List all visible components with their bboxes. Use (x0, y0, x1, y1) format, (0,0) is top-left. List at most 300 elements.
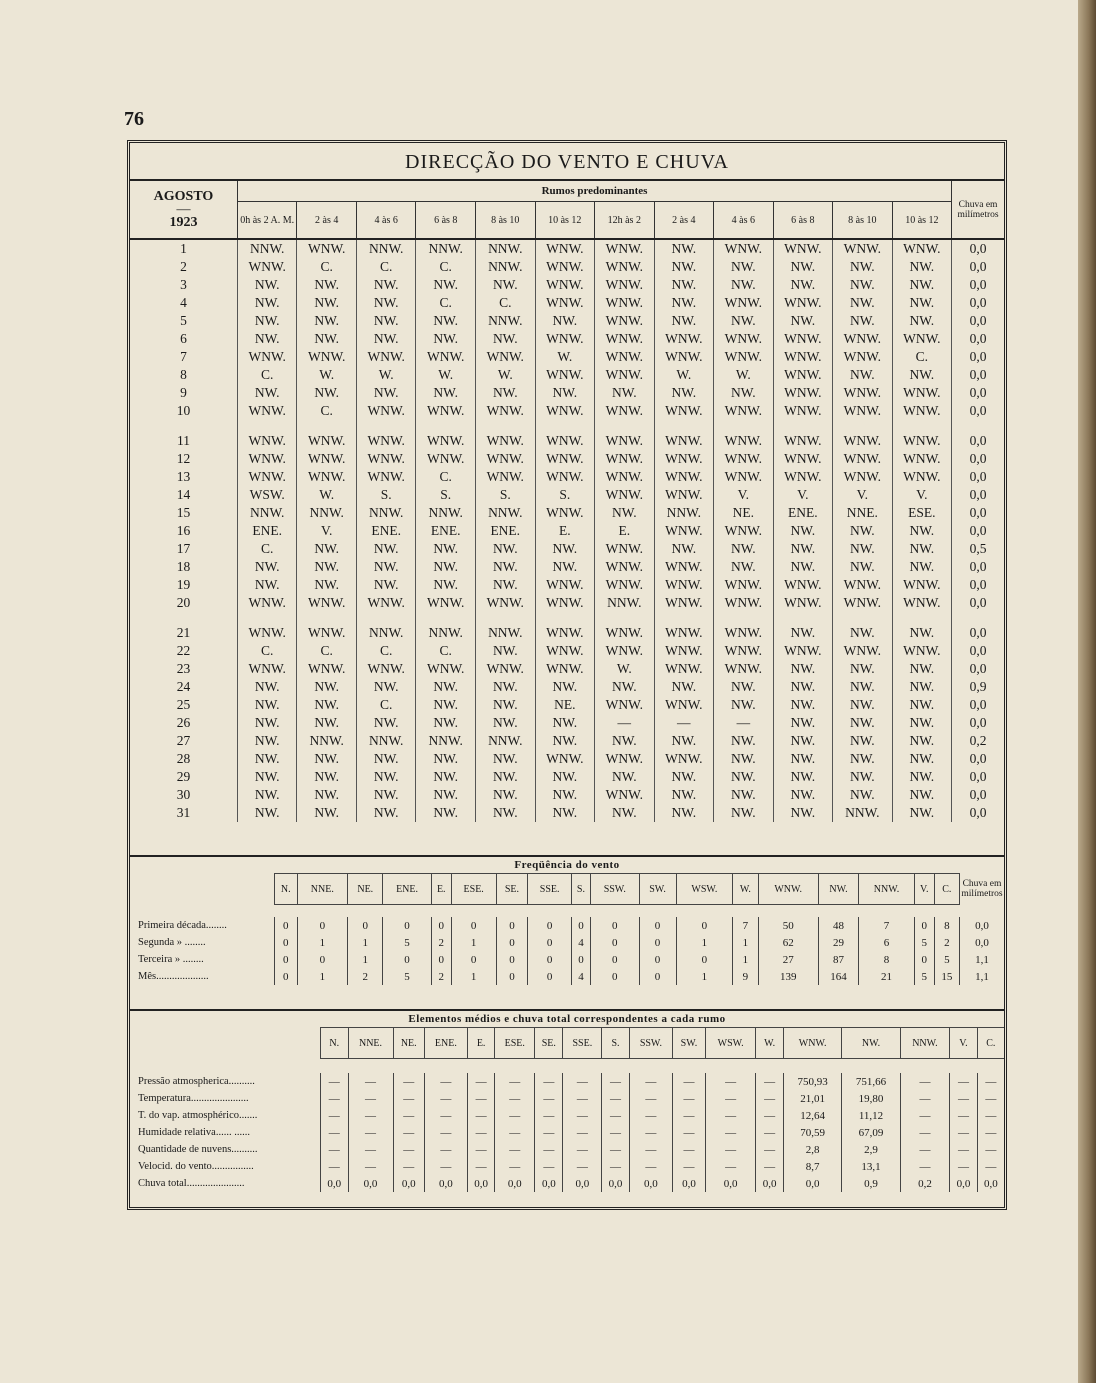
element-cell: — (602, 1124, 630, 1141)
freq-cell: 1 (733, 951, 758, 968)
element-cell: — (424, 1158, 467, 1175)
freq-title: Freqüência do vento (514, 859, 620, 871)
wind-cell: WNW. (297, 348, 357, 366)
wind-cell: ESE. (892, 504, 952, 522)
freq-cell: 0 (275, 917, 298, 934)
day-number: 15 (176, 505, 191, 520)
wind-cell: NW. (297, 540, 357, 558)
rain-cell: 0,0 (952, 432, 1004, 450)
table-row (130, 1073, 1004, 1090)
wind-cell: WNW. (714, 576, 774, 594)
wind-cell: NW. (416, 714, 476, 732)
element-cell: — (424, 1141, 467, 1158)
element-cell: — (756, 1158, 784, 1175)
wind-cell: NW. (714, 786, 774, 804)
wind-cell: WNW. (714, 432, 774, 450)
wind-cell: NW. (237, 696, 297, 714)
wind-cell: WNW. (595, 330, 655, 348)
wind-cell: NW. (237, 768, 297, 786)
table-row (130, 768, 1004, 786)
element-cell: 0,0 (950, 1175, 978, 1192)
wind-cell: WNW. (654, 450, 714, 468)
day-number: 25 (176, 697, 191, 712)
day-number: 27 (176, 733, 191, 748)
direction-header: S. (571, 874, 590, 905)
wind-cell: NW. (714, 696, 774, 714)
wind-cell: WNW. (595, 750, 655, 768)
element-cell: — (563, 1141, 602, 1158)
element-cell: — (900, 1124, 949, 1141)
element-cell: 19,80 (842, 1090, 900, 1107)
wind-cell: WNW. (773, 348, 833, 366)
element-cell: — (950, 1090, 978, 1107)
wind-cell: NW. (297, 276, 357, 294)
element-cell: — (900, 1090, 949, 1107)
wind-cell: NW. (416, 558, 476, 576)
wind-cell: C. (297, 642, 357, 660)
element-cell: — (393, 1141, 424, 1158)
wind-cell: NNW. (297, 504, 357, 522)
freq-cell: 29 (818, 934, 858, 951)
table-row (130, 786, 1004, 804)
wind-cell: NW. (595, 768, 655, 786)
wind-cell: NW. (833, 558, 893, 576)
rain-cell: 0,0 (952, 366, 1004, 384)
wind-cell: NW. (654, 312, 714, 330)
elements-table (130, 1009, 1004, 1192)
table-row (130, 934, 1004, 951)
day-number: 2 (180, 259, 187, 274)
wind-cell: NW. (237, 312, 297, 330)
rain-cell: 0,0 (952, 696, 1004, 714)
freq-cell: 0 (528, 917, 572, 934)
element-cell: — (563, 1107, 602, 1124)
table-row (130, 348, 1004, 366)
wind-cell: NW. (476, 768, 536, 786)
freq-cell: 0 (590, 934, 639, 951)
main-group-label: Rumos predominantes (237, 181, 951, 202)
freq-cell: 1 (297, 934, 348, 951)
wind-cell: ENE. (476, 522, 536, 540)
wind-cell: WNW. (654, 558, 714, 576)
element-cell: — (495, 1107, 535, 1124)
freq-cell: 7 (733, 917, 758, 934)
wind-cell: W. (595, 660, 655, 678)
wind-cell: NW. (773, 804, 833, 822)
wind-cell: WNW. (476, 348, 536, 366)
wind-cell: NW. (416, 276, 476, 294)
day-number: 4 (180, 295, 187, 310)
rain-cell: 0,0 (952, 804, 1004, 822)
element-cell: — (321, 1073, 349, 1090)
wind-cell: NW. (714, 768, 774, 786)
rain-cell: 0,0 (952, 312, 1004, 330)
wind-cell: WNW. (833, 432, 893, 450)
table-row (130, 1158, 1004, 1175)
wind-cell: NW. (654, 768, 714, 786)
table-row (130, 468, 1004, 486)
wind-cell: NW. (356, 768, 416, 786)
wind-cell: ENE. (237, 522, 297, 540)
wind-cell: NW. (833, 258, 893, 276)
wind-cell: — (595, 714, 655, 732)
wind-cell: WNW. (476, 468, 536, 486)
wind-cell: WNW. (714, 239, 774, 258)
wind-cell: WNW. (297, 468, 357, 486)
wind-cell: WNW. (714, 468, 774, 486)
wind-cell: NW. (237, 384, 297, 402)
rain-cell: 0,0 (952, 276, 1004, 294)
time-col-header: 0h às 2 A. M. (237, 202, 297, 240)
wind-cell: NW. (892, 258, 952, 276)
direction-header: N. (321, 1028, 349, 1059)
month-header (130, 181, 237, 239)
direction-header: NNE. (297, 874, 348, 905)
element-cell: — (673, 1090, 706, 1107)
wind-cell: WNW. (595, 294, 655, 312)
wind-cell: WNW. (714, 660, 774, 678)
wind-cell: NNW. (833, 804, 893, 822)
freq-cell: 0 (914, 951, 934, 968)
direction-header: NNW. (859, 874, 915, 905)
wind-cell: NW. (892, 786, 952, 804)
table-row (130, 576, 1004, 594)
freq-cell: 87 (818, 951, 858, 968)
wind-cell: NNW. (416, 732, 476, 750)
wind-cell: S. (476, 486, 536, 504)
element-cell: — (602, 1090, 630, 1107)
element-cell: — (535, 1158, 563, 1175)
wind-cell: WNW. (595, 366, 655, 384)
rain-cell: 0,5 (952, 540, 1004, 558)
direction-header: NW. (818, 874, 858, 905)
freq-cell: 0 (496, 951, 528, 968)
wind-cell: WNW. (714, 402, 774, 420)
table-row (130, 1090, 1004, 1107)
element-cell: — (495, 1158, 535, 1175)
day-number: 12 (176, 451, 191, 466)
freq-cell: 2 (934, 934, 959, 951)
rain-cell: 0,0 (952, 642, 1004, 660)
wind-cell: NW. (773, 660, 833, 678)
freq-cell: 0 (639, 934, 676, 951)
wind-cell: NW. (892, 660, 952, 678)
direction-header: ESE. (495, 1028, 535, 1059)
rain-cell: 0,0 (952, 384, 1004, 402)
rain-cell: 0,9 (952, 678, 1004, 696)
element-cell: — (705, 1107, 756, 1124)
rain-cell: 0,0 (952, 714, 1004, 732)
wind-cell: WNW. (595, 432, 655, 450)
element-cell: — (424, 1124, 467, 1141)
wind-cell: WNW. (595, 576, 655, 594)
table-row (130, 486, 1004, 504)
rain-cell: 0,0 (952, 486, 1004, 504)
wind-cell: NW. (833, 660, 893, 678)
table-row (130, 276, 1004, 294)
wind-cell: NW. (714, 558, 774, 576)
element-cell: — (977, 1107, 1004, 1124)
wind-cell: WNW. (535, 504, 595, 522)
element-cell: 0,0 (535, 1175, 563, 1192)
wind-cell: WNW. (237, 432, 297, 450)
freq-cell: 0 (451, 917, 496, 934)
wind-cell: NW. (416, 384, 476, 402)
freq-cell: 2 (431, 934, 451, 951)
wind-cell: NW. (476, 384, 536, 402)
element-cell: — (393, 1124, 424, 1141)
table-row (130, 968, 1004, 985)
freq-cell: 0 (676, 917, 733, 934)
freq-cell: 0 (528, 951, 572, 968)
wind-cell: NW. (833, 294, 893, 312)
wind-cell: WNW. (356, 468, 416, 486)
element-cell: — (393, 1090, 424, 1107)
element-cell: — (321, 1107, 349, 1124)
wind-cell: NNW. (654, 504, 714, 522)
day-number: 13 (176, 469, 191, 484)
wind-cell: W. (356, 366, 416, 384)
freq-cell: 5 (914, 968, 934, 985)
element-cell: — (629, 1124, 672, 1141)
day-number: 20 (176, 595, 191, 610)
wind-cell: WNW. (714, 624, 774, 642)
wind-cell: NNW. (476, 504, 536, 522)
table-row (130, 540, 1004, 558)
wind-cell: WNW. (535, 366, 595, 384)
element-cell: — (629, 1107, 672, 1124)
wind-cell: WNW. (476, 402, 536, 420)
wind-cell: S. (535, 486, 595, 504)
wind-cell: W. (535, 348, 595, 366)
wind-cell: NW. (476, 576, 536, 594)
wind-cell: — (714, 714, 774, 732)
wind-cell: WNW. (237, 468, 297, 486)
freq-cell: 5 (383, 934, 431, 951)
wind-cell: NW. (297, 294, 357, 312)
wind-cell: NW. (416, 768, 476, 786)
wind-cell: NNW. (297, 732, 357, 750)
day-number: 23 (176, 661, 191, 676)
wind-cell: C. (237, 642, 297, 660)
direction-header: S. (602, 1028, 630, 1059)
day-number: 31 (176, 805, 191, 820)
element-cell: — (950, 1107, 978, 1124)
element-cell: — (900, 1073, 949, 1090)
wind-cell: NW. (773, 768, 833, 786)
time-col-header: 8 às 10 (476, 202, 536, 240)
wind-cell: NW. (714, 384, 774, 402)
day-number: 29 (176, 769, 191, 784)
wind-cell: NW. (892, 750, 952, 768)
wind-cell: WNW. (773, 366, 833, 384)
direction-header: E. (467, 1028, 495, 1059)
decade-gap (130, 612, 1004, 624)
element-cell: — (602, 1141, 630, 1158)
table-row (130, 522, 1004, 540)
wind-cell: V. (892, 486, 952, 504)
wind-cell: NW. (595, 384, 655, 402)
element-cell: — (563, 1073, 602, 1090)
wind-cell: WNW. (833, 576, 893, 594)
rain-cell: 0,0 (952, 558, 1004, 576)
freq-cell: 2 (431, 968, 451, 985)
element-cell: 0,9 (842, 1175, 900, 1192)
element-cell: — (602, 1158, 630, 1175)
day-number: 11 (176, 433, 190, 448)
element-cell: — (629, 1158, 672, 1175)
element-cell: — (348, 1090, 393, 1107)
wind-cell: NW. (892, 696, 952, 714)
day-number: 8 (180, 367, 187, 382)
day-number: 19 (176, 577, 191, 592)
freq-cell: 1 (297, 968, 348, 985)
table-row (130, 660, 1004, 678)
wind-cell: NW. (773, 714, 833, 732)
wind-cell: WNW. (714, 348, 774, 366)
wind-cell: NW. (892, 624, 952, 642)
direction-header: WNW. (758, 874, 818, 905)
freq-cell: 0 (914, 917, 934, 934)
element-cell: 2,8 (783, 1141, 841, 1158)
wind-cell: WNW. (237, 660, 297, 678)
wind-cell: E. (595, 522, 655, 540)
wind-cell: WNW. (535, 239, 595, 258)
direction-header: SSE. (528, 874, 572, 905)
wind-cell: C. (476, 294, 536, 312)
wind-cell: NW. (714, 312, 774, 330)
wind-cell: NW. (535, 768, 595, 786)
wind-cell: NNW. (237, 239, 297, 258)
element-cell: — (348, 1158, 393, 1175)
freq-cell: 0 (639, 968, 676, 985)
wind-cell: WNW. (773, 576, 833, 594)
direction-header: NE. (393, 1028, 424, 1059)
wind-cell: WNW. (654, 330, 714, 348)
element-cell: — (535, 1107, 563, 1124)
wind-cell: WNW. (595, 468, 655, 486)
rain-cell: 0,0 (952, 786, 1004, 804)
rain-cell: 0,0 (952, 258, 1004, 276)
freq-cell: 1 (733, 934, 758, 951)
element-cell: — (673, 1158, 706, 1175)
wind-cell: WNW. (535, 432, 595, 450)
wind-cell: NW. (297, 576, 357, 594)
wind-cell: NW. (833, 624, 893, 642)
element-cell: 0,0 (321, 1175, 349, 1192)
freq-cell: 0 (571, 951, 590, 968)
freq-cell: 0 (528, 968, 572, 985)
day-number: 6 (180, 331, 187, 346)
element-cell: — (756, 1090, 784, 1107)
wind-cell: WNW. (416, 660, 476, 678)
wind-cell: NW. (773, 276, 833, 294)
wind-cell: NW. (773, 786, 833, 804)
wind-cell: V. (773, 486, 833, 504)
wind-cell: NW. (297, 558, 357, 576)
table-row (130, 1175, 1004, 1192)
wind-cell: NW. (833, 312, 893, 330)
wind-cell: NW. (892, 732, 952, 750)
freq-cell: 0 (639, 917, 676, 934)
wind-cell: NW. (892, 540, 952, 558)
wind-frequency-table (130, 855, 1004, 985)
rain-cell: 0,2 (952, 732, 1004, 750)
row-label: Terceira » ........ (138, 954, 204, 965)
wind-cell: NNW. (476, 312, 536, 330)
table-row (130, 804, 1004, 822)
freq-cell: 1 (348, 934, 383, 951)
freq-cell: 0 (431, 917, 451, 934)
rain-cell: 0,0 (952, 660, 1004, 678)
wind-cell: C. (356, 696, 416, 714)
wind-cell: NW. (595, 732, 655, 750)
day-number: 7 (180, 349, 187, 364)
element-cell: — (467, 1107, 495, 1124)
table-row (130, 239, 1004, 258)
time-col-header: 6 às 8 (773, 202, 833, 240)
element-cell: 2,9 (842, 1141, 900, 1158)
table-row (130, 678, 1004, 696)
wind-cell: NW. (535, 540, 595, 558)
month-label: AGOSTO (153, 188, 214, 204)
wind-cell: NNW. (595, 594, 655, 612)
wind-cell: NW. (297, 312, 357, 330)
wind-cell: WNW. (297, 624, 357, 642)
wind-cell: WNW. (535, 258, 595, 276)
wind-cell: WNW. (892, 642, 952, 660)
wind-cell: NNW. (416, 239, 476, 258)
freq-cell: 0 (590, 968, 639, 985)
time-col-header: 10 às 12 (535, 202, 595, 240)
wind-cell: WNW. (237, 402, 297, 420)
wind-cell: NW. (535, 678, 595, 696)
wind-cell: W. (654, 366, 714, 384)
wind-cell: WNW. (595, 348, 655, 366)
wind-cell: NW. (237, 786, 297, 804)
wind-cell: NW. (773, 750, 833, 768)
wind-cell: NW. (356, 804, 416, 822)
direction-header: SW. (673, 1028, 706, 1059)
element-cell: — (495, 1141, 535, 1158)
time-col-header: 6 às 8 (416, 202, 476, 240)
freq-cell: 0 (639, 951, 676, 968)
direction-header: V. (914, 874, 934, 905)
freq-cell: 15 (934, 968, 959, 985)
wind-cell: WNW. (535, 276, 595, 294)
direction-header: NE. (348, 874, 383, 905)
wind-cell: NW. (773, 312, 833, 330)
wind-cell: WNW. (535, 330, 595, 348)
wind-cell: NW. (416, 696, 476, 714)
wind-cell: NW. (892, 678, 952, 696)
direction-header: SSW. (590, 874, 639, 905)
element-cell: — (321, 1090, 349, 1107)
direction-header: ENE. (383, 874, 431, 905)
time-col-header: 2 às 4 (654, 202, 714, 240)
element-cell: 0,0 (495, 1175, 535, 1192)
rain-cell: 0,0 (952, 504, 1004, 522)
element-cell: — (756, 1073, 784, 1090)
wind-cell: NW. (892, 312, 952, 330)
wind-cell: WNW. (535, 750, 595, 768)
rain-cell: 0,0 (952, 594, 1004, 612)
wind-cell: WNW. (773, 402, 833, 420)
wind-cell: NW. (654, 732, 714, 750)
row-label: Quantidade de nuvens.......... (138, 1144, 258, 1155)
page-title: DIRECÇÃO DO VENTO E CHUVA (130, 143, 1004, 181)
freq-cell: 8 (934, 917, 959, 934)
